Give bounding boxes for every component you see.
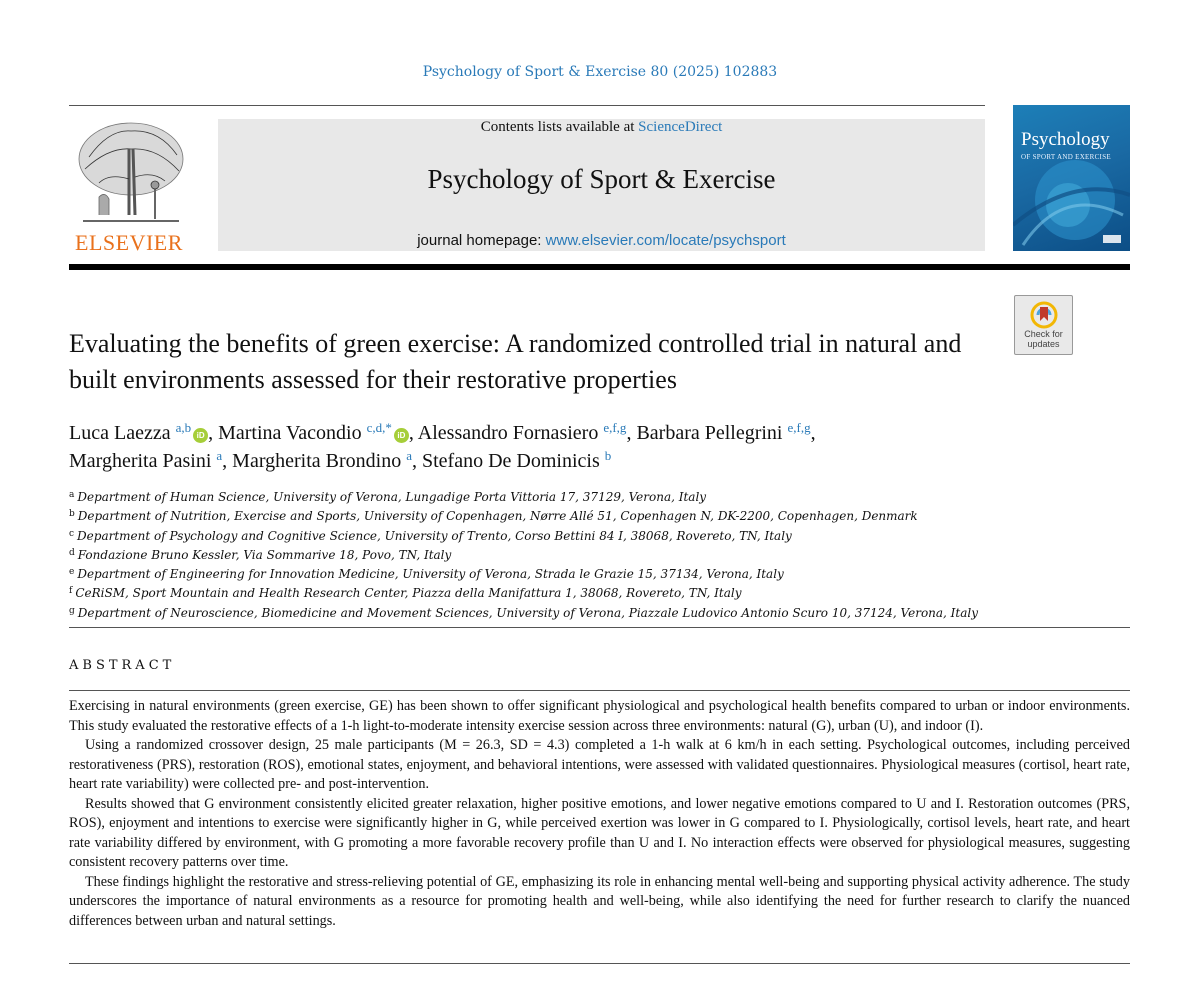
author-affiliation-marks[interactable]: a,b — [175, 420, 192, 435]
author-3[interactable] — [636, 422, 810, 444]
author-list: Luca Laezza $^{a,b}$iD , Martina Vacondio $^{c,d,*}$iD , Alessandro Fornasiero $^{e,f,g}$, Barbara Pellegrini $^{e,f,g}$, Margherita Pasini $^a$, Margherita Brondino $^a$, Stefano De Dominicis $^b$ — [69, 420, 816, 472]
author-name: Martina Vacondio — [218, 422, 362, 444]
orcid-icon[interactable]: iD — [193, 428, 208, 443]
author-0[interactable] — [69, 422, 208, 444]
contents-prefix: Contents lists available at — [480, 119, 639, 135]
cover-title: Psychology — [1021, 129, 1110, 150]
author-4[interactable] — [69, 450, 222, 472]
contents-available-line — [218, 119, 985, 136]
author-affiliation-marks[interactable]: c,d,* — [366, 420, 392, 435]
abstract-paragraph: Exercising in natural environments (green exercise, GE) has been shown to offer significant physiological and psychological health benefits compared to urban or indoor environments. This study evaluated the restorative effects of a 1-h light-to-moderate intensity exercise session across three environments: natural (G), urban (U), and indoor (I). — [69, 698, 1130, 734]
author-affiliation-marks[interactable]: e,f,g — [603, 420, 627, 435]
affiliation-text: Department of Engineering for Innovation Medicine, University of Verona, Strada le Grazie 15, 37134, Verona, Italy — [77, 567, 784, 582]
abstract-heading: ABSTRACT — [69, 658, 176, 673]
orcid-icon[interactable]: iD — [394, 428, 409, 443]
journal-cover-image[interactable] — [1013, 105, 1130, 251]
affiliation-e — [69, 564, 1130, 583]
journal-homepage-link[interactable]: www.elsevier.com/locate/psychsport — [545, 232, 786, 249]
affiliation-text: Department of Nutrition, Exercise and Sports, University of Copenhagen, Nørre Allé 51, Copenhagen N, DK-2200, Copenhagen, Denmark — [77, 509, 918, 524]
affiliation-c — [69, 526, 1130, 545]
abstract-bottom-rule — [69, 963, 1130, 964]
author-affiliation-marks[interactable]: a — [216, 448, 223, 463]
author-name: Stefano De Dominicis — [422, 450, 600, 472]
affiliation-b — [69, 506, 1130, 525]
author-name: Barbara Pellegrini — [636, 422, 783, 444]
abstract-paragraph: Results showed that G environment consistently elicited greater relaxation, higher positive emotions, and lower negative emotions compared to U and I. Restoration outcomes (PRS, ROS), enjoyment and intentions to exercise were significantly higher in G, while perceived exertion was lower in G compared to I. Physiologically, cortisol levels, heart rate, and heart rate variability differed by environment, with G promoting a more favorable recovery profile than U and I. No interaction effects were observed for physiological measures, suggesting consistent recovery patterns over time. — [69, 795, 1130, 870]
author-name: Luca Laezza — [69, 422, 171, 444]
journal-reference-link[interactable]: Psychology of Sport & Exercise 80 (2025) 102883 — [422, 64, 778, 80]
abstract-paragraph: These findings highlight the restorative and stress-relieving potential of GE, emphasizing its role in enhancing mental well-being and supporting physical activity adherence. The study underscores the importance of natural environments as a resource for promoting health and well-being, while also identifying the need for further research to clarify the nuanced differences between urban and natural settings. — [69, 873, 1130, 929]
affiliation-text: Fondazione Bruno Kessler, Via Sommarive 18, Povo, TN, Italy — [77, 547, 452, 562]
affiliation-label: e — [69, 567, 75, 578]
affiliation-a — [69, 487, 1130, 506]
paper-title: Evaluating the benefits of green exercise: A randomized controlled trial in natural and built environments assessed for their restorative properties — [69, 329, 962, 394]
affiliation-label: b — [69, 509, 75, 520]
sciencedirect-link[interactable]: ScienceDirect — [638, 119, 723, 135]
affiliation-text: Department of Neuroscience, Biomedicine and Movement Sciences, University of Verona, Piazzale Ludovico Antonio Scuro 10, 37124, Verona, Italy — [77, 605, 979, 620]
author-6[interactable] — [422, 450, 611, 472]
elsevier-wordmark: ELSEVIER — [75, 230, 183, 255]
journal-name: Psychology of Sport & Exercise — [427, 164, 776, 194]
affiliation-label: a — [69, 490, 75, 500]
affiliation-text: CeRiSM, Sport Mountain and Health Research Center, Piazza della Manifattura 1, 38068, Rovereto, TN, Italy — [75, 586, 742, 601]
affiliation-f — [69, 583, 1130, 602]
author-name: Margherita Brondino — [232, 450, 402, 472]
author-affiliation-marks[interactable]: a — [406, 448, 412, 463]
affiliation-d — [69, 545, 1130, 564]
author-affiliation-marks[interactable]: b — [604, 448, 612, 463]
header-thick-rule — [69, 264, 1130, 270]
author-affiliation-marks[interactable]: e,f,g — [787, 420, 811, 435]
author-1[interactable] — [218, 422, 409, 444]
author-name: Alessandro Fornasiero — [417, 422, 599, 444]
abstract-paragraph: Using a randomized crossover design, 25 male participants (M = 26.3, SD = 4.3) completed a 1-h walk at 6 km/h in each setting. Psychological outcomes, including perceived restorativeness (PRS), restoration (ROS), emotional states, enjoyment, and behavioral intentions, were assessed with validated questionnaires. Physiological measures (cortisol, heart rate, heart rate variability) were collected pre- and post-intervention. — [69, 737, 1130, 792]
cover-subtitle: OF SPORT AND EXERCISE — [1021, 153, 1111, 161]
affiliations-rule — [69, 627, 1130, 628]
affiliation-list — [69, 487, 1130, 622]
check-for-updates-button[interactable] — [1014, 295, 1073, 355]
abstract-rule — [69, 690, 1130, 691]
affiliation-text: Department of Psychology and Cognitive Science, University of Trento, Corso Bettini 84 I, 38068, Rovereto, TN, Italy — [77, 528, 792, 543]
journal-homepage-line — [218, 232, 985, 249]
affiliation-text: Department of Human Science, University of Verona, Lungadige Porta Vittoria 17, 37129, Verona, Italy — [77, 490, 707, 504]
check-updates-icon — [1030, 301, 1058, 329]
affiliation-label: d — [69, 547, 75, 558]
author-5[interactable] — [232, 450, 412, 472]
header-top-rule — [69, 105, 985, 106]
check-updates-label: Check for updates — [1024, 329, 1063, 349]
affiliation-g — [69, 603, 1130, 622]
author-name: Margherita Pasini — [69, 450, 212, 472]
affiliation-label: c — [69, 528, 75, 539]
abstract-body — [69, 697, 1130, 931]
affiliation-label: f — [69, 586, 73, 597]
homepage-prefix: journal homepage: — [417, 232, 546, 249]
cover-artwork — [1013, 105, 1130, 251]
author-2[interactable] — [418, 422, 627, 444]
affiliation-label: g — [69, 605, 75, 616]
